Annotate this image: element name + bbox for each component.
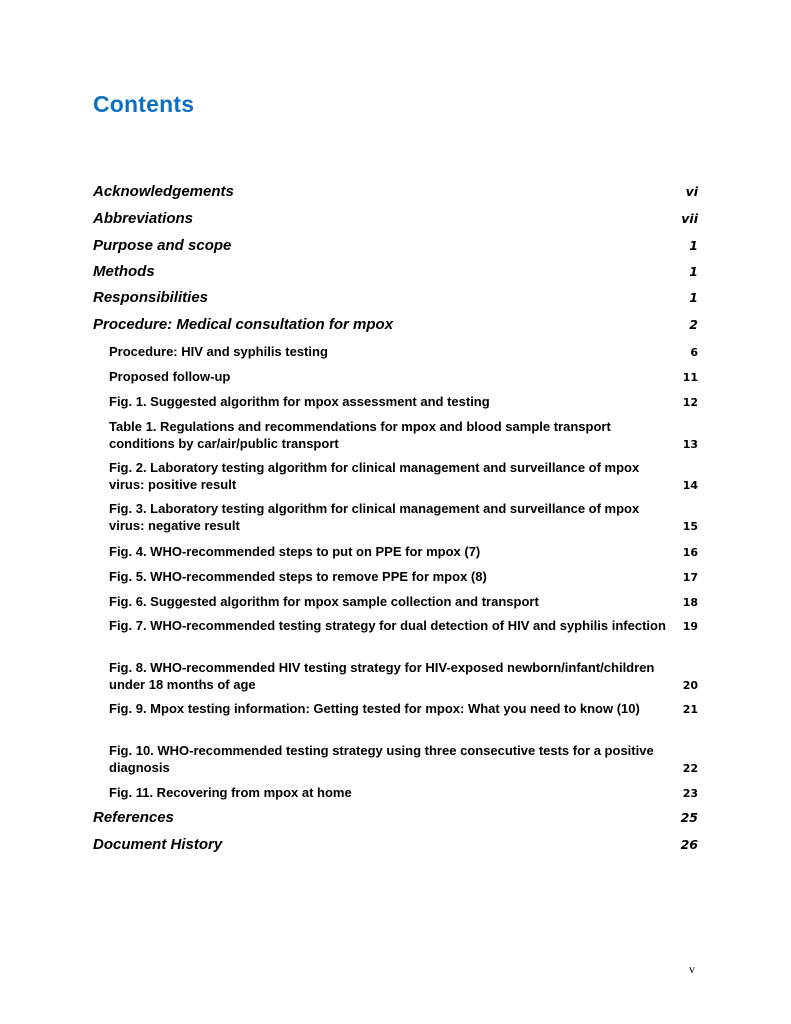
toc-subentry[interactable] xyxy=(109,594,698,612)
toc-entry-title: Responsibilities xyxy=(93,289,209,306)
page-title: Contents xyxy=(93,91,195,117)
page-number: v xyxy=(689,962,695,976)
toc-entry-title: Fig. 4. WHO-recommended steps to put on PPE for mpox (7) xyxy=(109,544,481,559)
toc-entry-page: 18 xyxy=(682,596,698,609)
toc-entry-page: 15 xyxy=(682,519,698,533)
toc-entry-page: vi xyxy=(685,184,698,199)
toc-entry-title: Procedure: Medical consultation for mpox xyxy=(93,316,394,333)
toc-entry-title: Fig. 6. Suggested algorithm for mpox sample collection and transport xyxy=(109,594,539,609)
toc-entry-page: 2 xyxy=(689,317,698,332)
toc-entry-page: 1 xyxy=(689,238,698,253)
toc-subentry[interactable] xyxy=(109,701,698,718)
toc-entry-page: 11 xyxy=(682,371,698,384)
toc-entry-page: 26 xyxy=(680,837,698,852)
toc-entry-title: Purpose and scope xyxy=(93,237,232,254)
toc-subentry[interactable] xyxy=(109,501,698,534)
toc-entry-title: Fig. 8. WHO-recommended HIV testing strategy for HIV-exposed newborn/infant/children under 18 months of age xyxy=(109,660,655,692)
toc-entry-title: Fig. 2. Laboratory testing algorithm for clinical management and surveillance of mpox virus: positive result xyxy=(109,460,640,492)
toc-subentry[interactable] xyxy=(109,660,698,693)
toc-entry-title: Proposed follow-up xyxy=(109,369,231,384)
toc-subentry[interactable] xyxy=(109,569,698,587)
toc-entry-page: 1 xyxy=(689,290,698,305)
toc-entry-title: Fig. 1. Suggested algorithm for mpox assessment and testing xyxy=(109,394,490,409)
toc-entry-title: Fig. 7. WHO-recommended testing strategy for dual detection of HIV and syphilis infection xyxy=(109,618,666,633)
toc-entry[interactable] xyxy=(93,289,698,306)
toc-subentry[interactable] xyxy=(109,544,698,562)
toc-entry-page: vii xyxy=(681,211,698,226)
toc-entry-title: Methods xyxy=(93,263,155,280)
toc-subentry[interactable] xyxy=(109,394,698,412)
toc-entry-title: Document History xyxy=(93,836,223,853)
toc-subentry[interactable] xyxy=(109,618,698,635)
toc-entry-page: 12 xyxy=(682,396,698,409)
toc-subentry[interactable] xyxy=(109,419,698,452)
toc-entry-page: 1 xyxy=(689,264,698,279)
toc-entry-title: Fig. 9. Mpox testing information: Getting tested for mpox: What you need to know (10) xyxy=(109,701,640,716)
toc-entry-page: 13 xyxy=(682,437,698,451)
toc-entry-title: Procedure: HIV and syphilis testing xyxy=(109,344,328,359)
toc-entry-title: Fig. 3. Laboratory testing algorithm for clinical management and surveillance of mpox virus: negative result xyxy=(109,501,640,533)
toc-entry-title: Table 1. Regulations and recommendations for mpox and blood sample transport conditions by car/air/public transport xyxy=(109,419,611,451)
toc-entry[interactable] xyxy=(93,183,698,200)
toc-entry-title: Fig. 10. WHO-recommended testing strategy using three consecutive tests for a positive diagnosis xyxy=(109,743,654,775)
toc-entry[interactable] xyxy=(93,237,698,254)
toc-subentry[interactable] xyxy=(109,460,698,493)
toc-entry-title: Abbreviations xyxy=(93,210,194,227)
toc-entry[interactable] xyxy=(93,316,698,333)
toc-entry-page: 14 xyxy=(682,478,698,492)
toc-entry-page: 21 xyxy=(682,703,698,716)
toc-entry-page: 23 xyxy=(682,787,698,800)
toc-entry[interactable] xyxy=(93,836,698,853)
toc-subentry[interactable] xyxy=(109,743,698,776)
toc-entry-page: 19 xyxy=(682,620,698,633)
toc-entry[interactable] xyxy=(93,809,698,826)
toc-subentry[interactable] xyxy=(109,344,698,362)
toc-entry-page: 17 xyxy=(682,571,698,584)
toc-entry-page: 25 xyxy=(680,810,698,825)
toc-entry[interactable] xyxy=(93,210,698,227)
toc-entry-page: 22 xyxy=(682,761,698,775)
toc-entry-title: References xyxy=(93,809,174,826)
toc-subentry[interactable] xyxy=(109,369,698,387)
toc-entry-page: 20 xyxy=(682,678,698,692)
toc-entry-title: Fig. 5. WHO-recommended steps to remove PPE for mpox (8) xyxy=(109,569,487,584)
toc-entry[interactable] xyxy=(93,263,698,280)
toc-entry-page: 6 xyxy=(690,346,698,359)
toc-entry-title: Fig. 11. Recovering from mpox at home xyxy=(109,785,352,800)
toc-entry-page: 16 xyxy=(682,546,698,559)
toc-subentry[interactable] xyxy=(109,785,698,803)
toc-entry-title: Acknowledgements xyxy=(93,183,234,200)
